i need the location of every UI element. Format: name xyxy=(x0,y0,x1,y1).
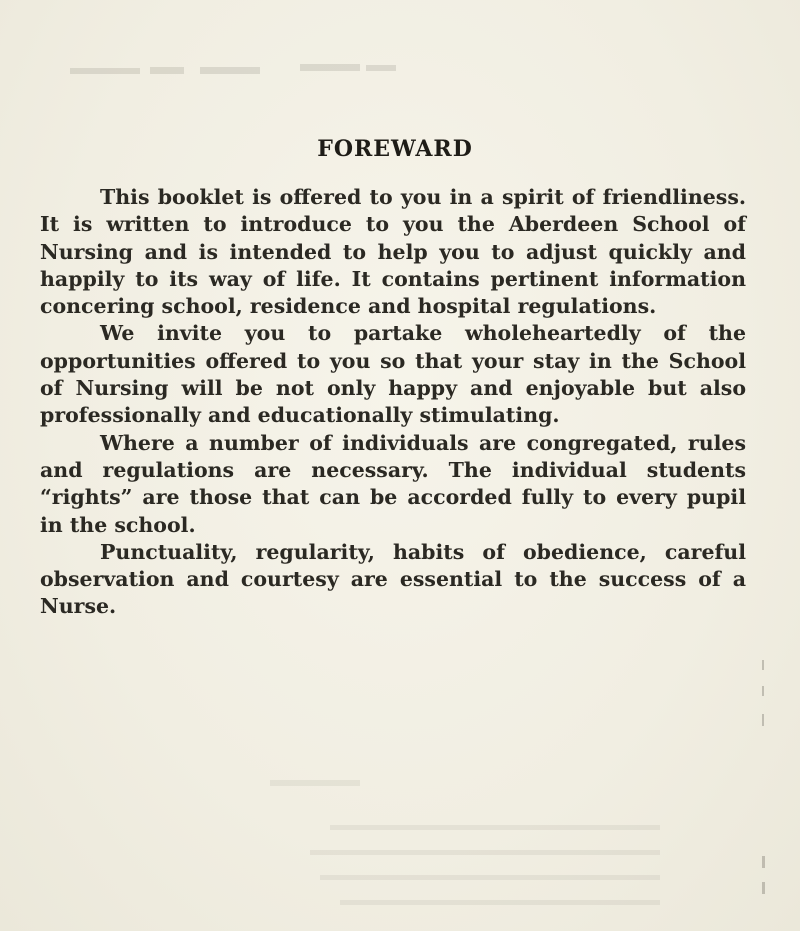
page-edge-marks xyxy=(758,660,770,900)
foreword-body xyxy=(40,184,746,621)
bleed-through-header-mark xyxy=(70,58,400,84)
paragraph: Punctuality, regularity, habits of obedience, careful observation and courtesy are essential to the success of a Nurse. xyxy=(40,539,746,619)
paragraph: We invite you to partake wholeheartedly of the opportunities offered to you so that your stay in the School of Nursing will be not only happy and enjoyable but also professionally and educationally stimulating. xyxy=(40,321,746,428)
bleed-through-lower-marks xyxy=(270,770,690,920)
paragraph: This booklet is offered to you in a spirit of friendliness. It is written to introduce to you the Aberdeen School of Nursing and is intended to help you to adjust quickly and happily to its way of life. It contains pertinent information concering school, residence and hospital regulations. xyxy=(40,185,746,319)
paragraph: Where a number of individuals are congregated, rules and regulations are necessary. The individual students “rights” are those that can be accorded fully to every pupil in the school. xyxy=(40,430,746,537)
page-title: FOREWARD xyxy=(317,136,473,162)
